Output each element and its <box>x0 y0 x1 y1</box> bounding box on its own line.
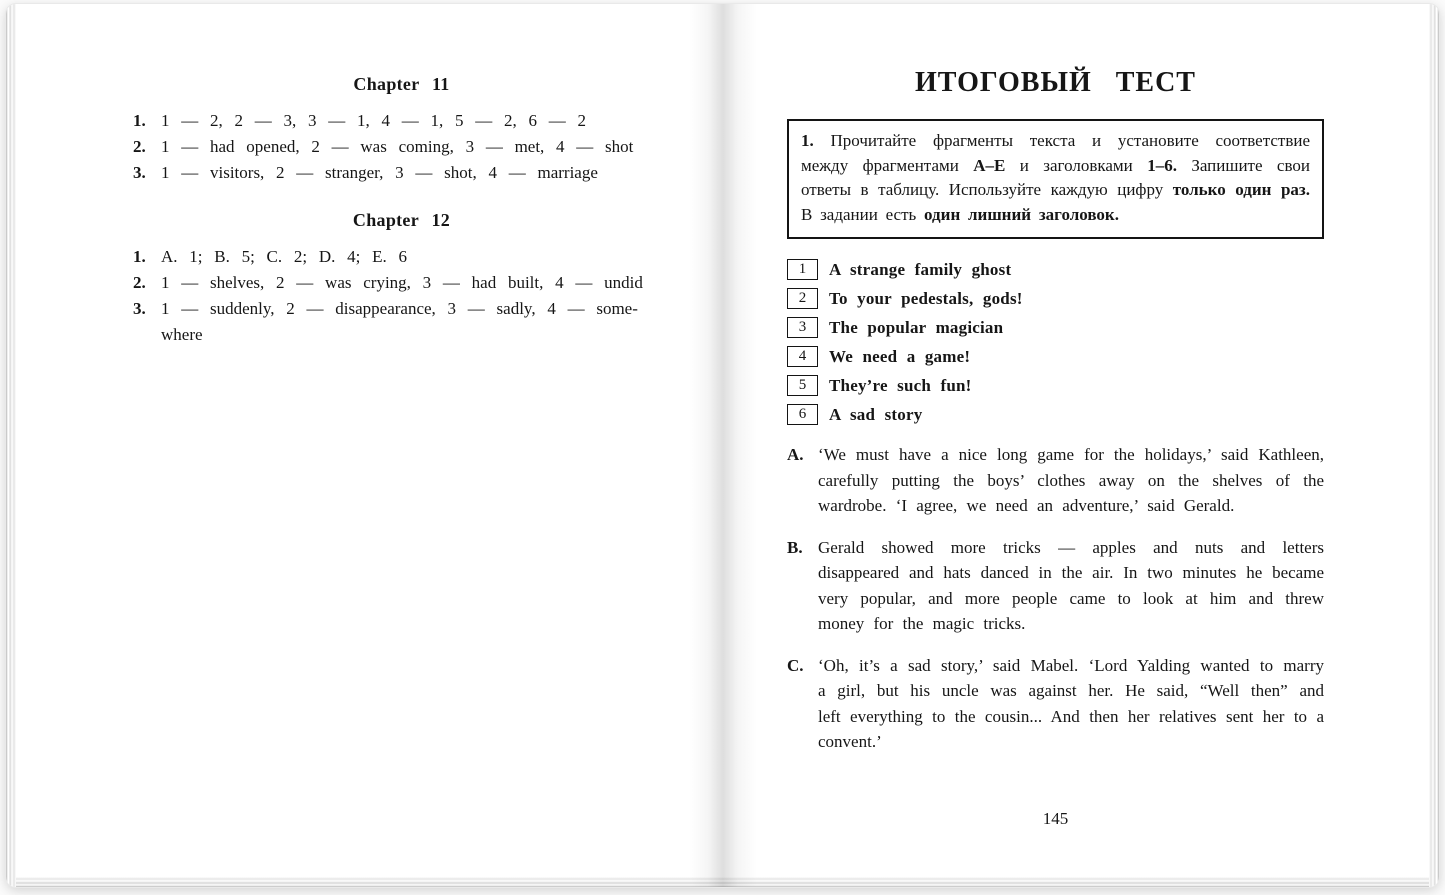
heading-label: To your pedestals, gods! <box>829 288 1023 308</box>
heading-option-4 <box>787 342 1324 371</box>
page-number: 145 <box>1042 809 1069 828</box>
text-fragment-b <box>787 535 1324 637</box>
fragment-text: Gerald showed more tricks — apples and nuts and letters disappeared and hats danced in the air. In two minutes he became very popular, and more people came to look at him and threw money for the magic tricks. <box>818 537 1324 633</box>
text-fragment-c <box>787 653 1324 755</box>
final-test-title: ИТОГОВЫЙ ТЕСТ <box>915 67 1196 98</box>
heading-number-box: 6 <box>787 404 818 425</box>
text-fragment-a <box>787 442 1324 519</box>
heading-option-6 <box>787 400 1324 429</box>
heading-number-box: 4 <box>787 346 818 367</box>
headings-options-list <box>787 255 1324 429</box>
answer-text: A. 1; B. 5; C. 2; D. 4; E. 6 <box>161 247 408 266</box>
answer-number: 3. <box>133 299 146 318</box>
answer-number: 1. <box>133 111 146 130</box>
answer-text: 1 — suddenly, 2 — disappearance, 3 — sadly, 4 — somewhere <box>161 299 638 344</box>
open-book <box>6 4 1439 887</box>
page-stack-edge-left <box>6 4 24 887</box>
heading-label: They’re such fun! <box>829 375 972 395</box>
heading-number-box: 3 <box>787 317 818 338</box>
answer-number: 2. <box>133 273 146 292</box>
heading-number-box: 5 <box>787 375 818 396</box>
heading-option-3 <box>787 313 1324 342</box>
answer-item <box>133 244 670 270</box>
answer-text: 1 — shelves, 2 — was crying, 3 — had built, 4 — undid <box>161 273 643 292</box>
answer-number: 3. <box>133 163 146 182</box>
heading-label: A strange family ghost <box>829 259 1012 279</box>
fragment-letter: A. <box>787 445 804 464</box>
heading-number-box: 1 <box>787 259 818 280</box>
heading-number-box: 2 <box>787 288 818 309</box>
left-page <box>133 74 670 348</box>
answer-item <box>133 134 670 160</box>
fragment-text: ‘We must have a nice long game for the holidays,’ said Kathleen, carefully putting the boys’ clothes away on the shelves of the wardrobe. ‘I agree, we need an adventure,’ said Gerald. <box>818 445 1324 515</box>
fragment-text: ‘Oh, it’s a sad story,’ said Mabel. ‘Lord Yalding wanted to marry a girl, but his uncle was against her. He said, “Well then” and left everything to the cousin... And then her relatives sent her to a convent.’ <box>818 655 1324 751</box>
answer-number: 2. <box>133 137 146 156</box>
chapter-12-section <box>133 210 670 348</box>
heading-label: We need a game! <box>829 346 971 366</box>
heading-option-5 <box>787 371 1324 400</box>
page-stack-edge-right <box>1421 4 1439 887</box>
heading-label: A sad story <box>829 404 923 424</box>
book-gutter-shadow <box>689 4 757 887</box>
heading-label: The popular magician <box>829 317 1004 337</box>
heading-option-1 <box>787 255 1324 284</box>
task-bold-segment: А–Е <box>973 155 1006 175</box>
chapter-11-section <box>133 74 670 186</box>
chapter-11-heading: Chapter 11 <box>353 74 450 94</box>
fragment-letter: B. <box>787 537 803 557</box>
right-page <box>787 66 1324 755</box>
answer-text: 1 — had opened, 2 — was coming, 3 — met, 4 — shot <box>161 137 634 156</box>
heading-option-2 <box>787 284 1324 313</box>
task-bold-segment: 1–6. <box>1147 155 1177 175</box>
task-text-segment: Запишите свои ответы в таблицу. Используйте каждую цифру <box>801 155 1310 199</box>
answer-item <box>133 108 670 134</box>
task-instructions-box <box>787 119 1324 239</box>
task-bold-segment: один лишний заголовок. <box>924 204 1119 224</box>
answer-item <box>133 270 670 296</box>
fragment-letter: C. <box>787 655 804 675</box>
chapter-12-heading: Chapter 12 <box>352 210 451 230</box>
task-text-segment: Прочитайте фрагменты текста и установите соответствие между фрагментами <box>801 131 1310 175</box>
answer-number: 1. <box>133 247 146 266</box>
task-number: 1. <box>801 131 814 150</box>
task-bold-segment: только один раз. <box>1172 180 1310 199</box>
task-text-segment: В задании есть <box>801 204 925 224</box>
answer-item <box>133 160 670 186</box>
answer-item <box>133 296 670 348</box>
text-fragments <box>787 442 1324 755</box>
task-text-segment: и заголовками <box>1005 155 1148 175</box>
answer-text: 1 — 2, 2 — 3, 3 — 1, 4 — 1, 5 — 2, 6 — 2 <box>161 111 586 130</box>
answer-text: 1 — visitors, 2 — stranger, 3 — shot, 4 — marriage <box>161 163 598 182</box>
page-stack-edge-bottom <box>16 871 1429 887</box>
